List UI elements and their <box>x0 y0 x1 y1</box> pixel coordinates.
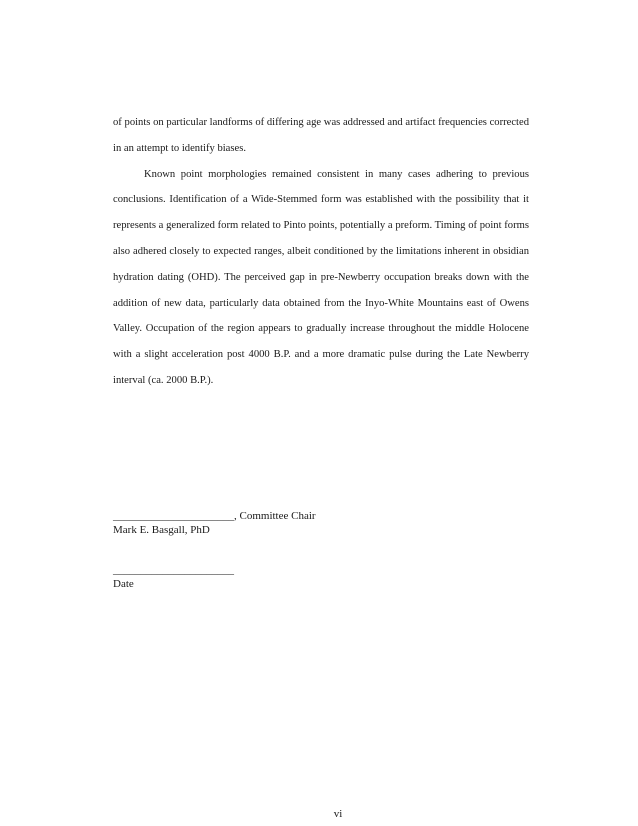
chair-name: Mark E. Basgall, PhD <box>113 524 210 536</box>
date-signature <box>113 563 413 591</box>
date-signature-line: ______________________ <box>113 564 234 576</box>
abstract-body <box>113 110 529 394</box>
page-number: vi <box>333 808 343 820</box>
paragraph-continuation: of points on particular landforms of differing age was addressed and artifact frequencies corrected in an attempt to identify biases. <box>113 117 529 154</box>
paragraph-findings: Known point morphologies remained consistent in many cases adhering to previous conclusions. Identification of a Wide-Stemmed form was established with the possibility that it represents a generalized form related to Pinto points, potentially a preform. Timing of point forms also adhered closely to expected ranges, albeit conditioned by the limitations inherent in obsidian hydration dating (OHD). The perceived gap in pre-Newberry occupation breaks down with the addition of new data, particularly data obtained from the Inyo-White Mountains east of Owens Valley. Occupation of the region appears to gradually increase throughout the middle Holocene with a slight acceleration post 4000 B.P. and a more dramatic pulse during the Late Newberry interval (ca. 2000 B.P.). <box>113 168 529 386</box>
committee-chair-signature <box>113 509 413 537</box>
date-label: Date <box>113 578 134 590</box>
chair-signature-line: ______________________, Committee Chair <box>113 510 316 522</box>
